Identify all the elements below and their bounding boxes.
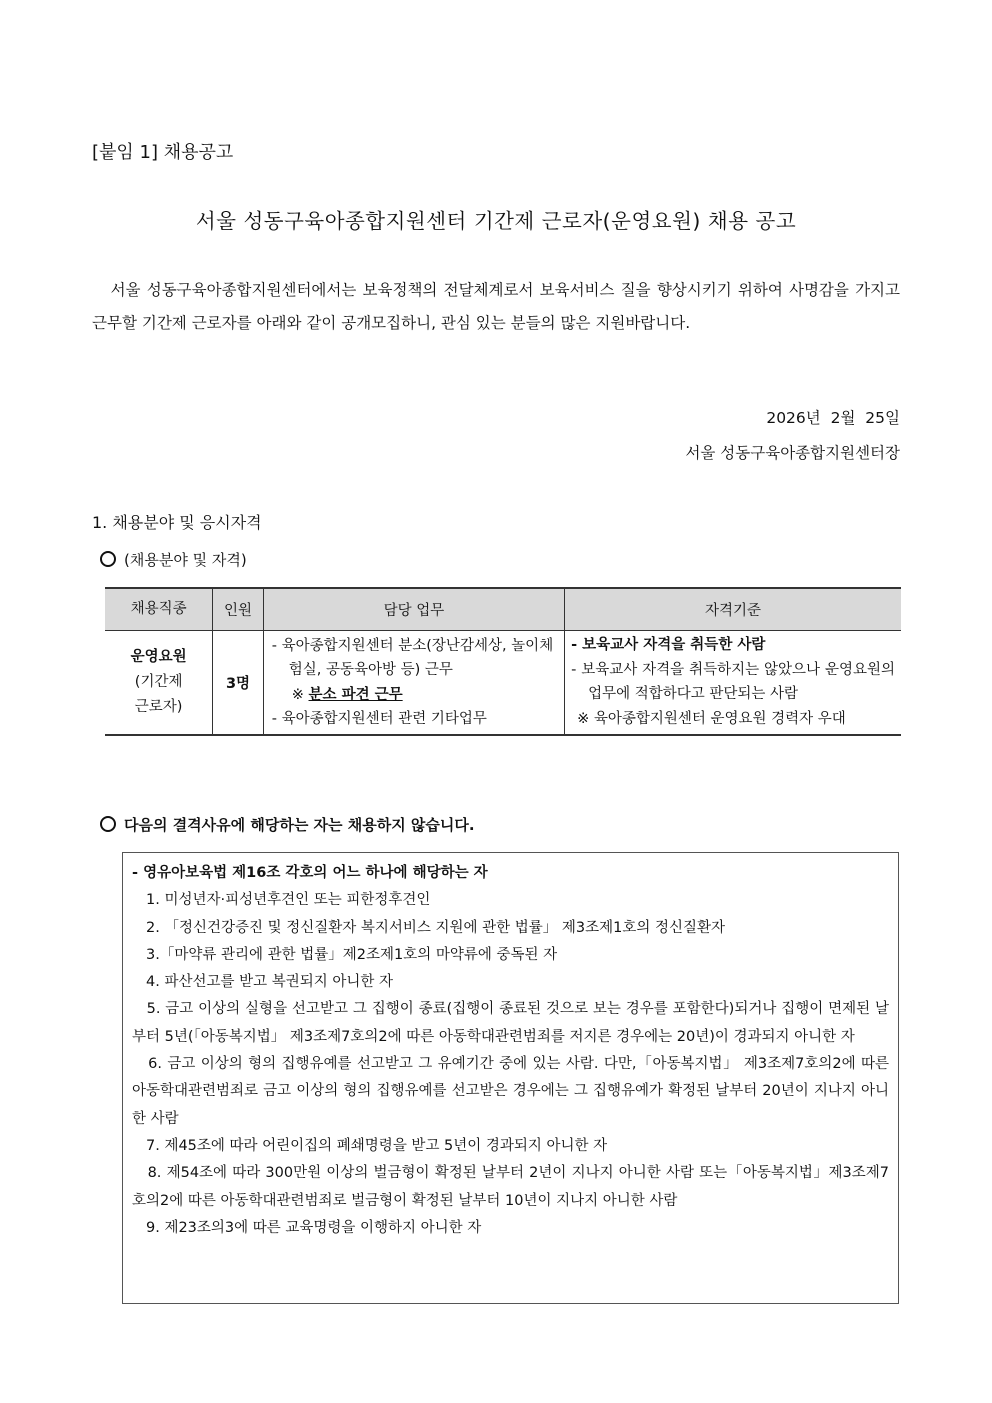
notice-date: 2026년 2월 25일 [766,409,900,427]
list-item: 7. 제45조에 따라 어린이집의 폐쇄명령을 받고 5년이 경과되지 아니한 자 [146,1137,608,1154]
duty-1: - 육아종합지원센터 분소(장난감세상, 놀이체험실, 공동육아방 등) 근무 [271,637,554,678]
intro-text: 서울 성동구육아종합지원센터에서는 보육정책의 전달체계로서 보육서비스 질을 향상시키기 위하여 사명감을 가지고 근무할 기간제 근로자를 아래와 같이 공개모집하니, 관심 있는 분들의 많은 지원바랍니다. [92,281,900,332]
qualification-3: ※ 육아종합지원센터 운영요원 경력자 우대 [577,710,846,727]
job-type-sub-1: (기간제 [134,674,183,690]
issuer: 서울 성동구육아종합지원센터장 [685,444,900,462]
table-row [105,631,901,736]
list-item: 4. 파산선고를 받고 복권되지 아니한 자 [146,974,393,991]
section-1-title: 1. 채용분야 및 응시자격 [92,513,262,532]
list-item: 2. 「정신건강증진 및 정신질환자 복지서비스 지원에 관한 법률」 제3조제1호의 정신질환자 [146,919,726,936]
duty-note-mark: ※ [291,686,304,703]
circle-bullet-icon [100,551,116,567]
subsection-job-label: (채용분야 및 자격) [124,551,247,569]
disqualification-head: - 영유아보육법 제16조 각호의 어느 하나에 해당하는 자 [132,865,488,881]
duty-note [272,683,558,708]
header-qualification: 자격기준 [565,588,901,631]
circle-bullet-icon [100,816,116,832]
list-item [132,996,889,1051]
duty-note-text: 분소 파견 근무 [308,686,403,703]
cell-job-type [105,631,213,736]
list-item-text: 6. 금고 이상의 형의 집행유예를 선고받고 그 유예기간 중에 있는 사람. 다만,「아동복지법」 제3조제7호의2에 따른 아동학대관련범죄로 금고 이상의 형의 집행유예를 선고받은 경우에는 그 집행유예가 확정된 날부터 20년이 지나지 아니한 사람 [132,1056,890,1127]
list-item: 9. 제23조의3에 따른 교육명령을 이행하지 아니한 자 [146,1219,482,1236]
table-header-row [105,588,901,631]
job-table [105,587,901,736]
list-item [132,1051,889,1133]
duty-2: - 육아종합지원센터 관련 기타업무 [271,711,487,727]
disqualification-box [122,852,899,1304]
cell-qualification [565,631,901,736]
subsection-disqualification-title [100,814,475,835]
header-job-type: 채용직종 [105,588,213,631]
qualification-2: - 보육교사 자격을 취득하지는 않았으나 운영요원의 업무에 적합하다고 판단되는 사람 [571,661,895,702]
attachment-label: [붙임 1] 채용공고 [92,142,234,163]
list-item-text: 8. 제54조에 따라 300만원 이상의 벌금형이 확정된 날부터 2년이 지나지 아니한 사람 또는「아동복지법」제3조제7호의2에 따른 아동학대관련범죄로 벌금형이 확정된 날부터 10년이 지나지 아니한 사람 [132,1165,889,1209]
subsection-job-title [100,549,247,570]
qualification-1: - 보육교사 자격을 취득한 사람 [571,637,766,653]
page-title: 서울 성동구육아종합지원센터 기간제 근로자(운영요원) 채용 공고 [195,209,797,233]
list-item: 3.「마약류 관리에 관한 법률」제2조제1호의 마약류에 중독된 자 [146,946,558,963]
job-type-main: 운영요원 [130,649,187,665]
cell-count: 3명 [213,631,264,736]
list-item: 1. 미성년자·피성년후견인 또는 피한정후견인 [146,892,431,909]
header-count: 인원 [213,588,264,631]
job-type-sub-2: 근로자) [134,699,183,715]
cell-duties [263,631,564,736]
intro-paragraph [92,274,900,340]
list-item-text: 5. 금고 이상의 실형을 선고받고 그 집행이 종료(집행이 종료된 것으로 보는 경우를 포함한다)되거나 집행이 면제된 날부터 5년(「아동복지법」 제3조제7호의2에 따른 아동학대관련범죄를 저지른 경우에는 20년)이 경과되지 아니한 자 [132,1001,889,1045]
header-duties: 담당 업무 [263,588,564,631]
list-item [132,1160,889,1215]
subsection-disqualification-label: 다음의 결격사유에 해당하는 자는 채용하지 않습니다. [124,816,475,834]
